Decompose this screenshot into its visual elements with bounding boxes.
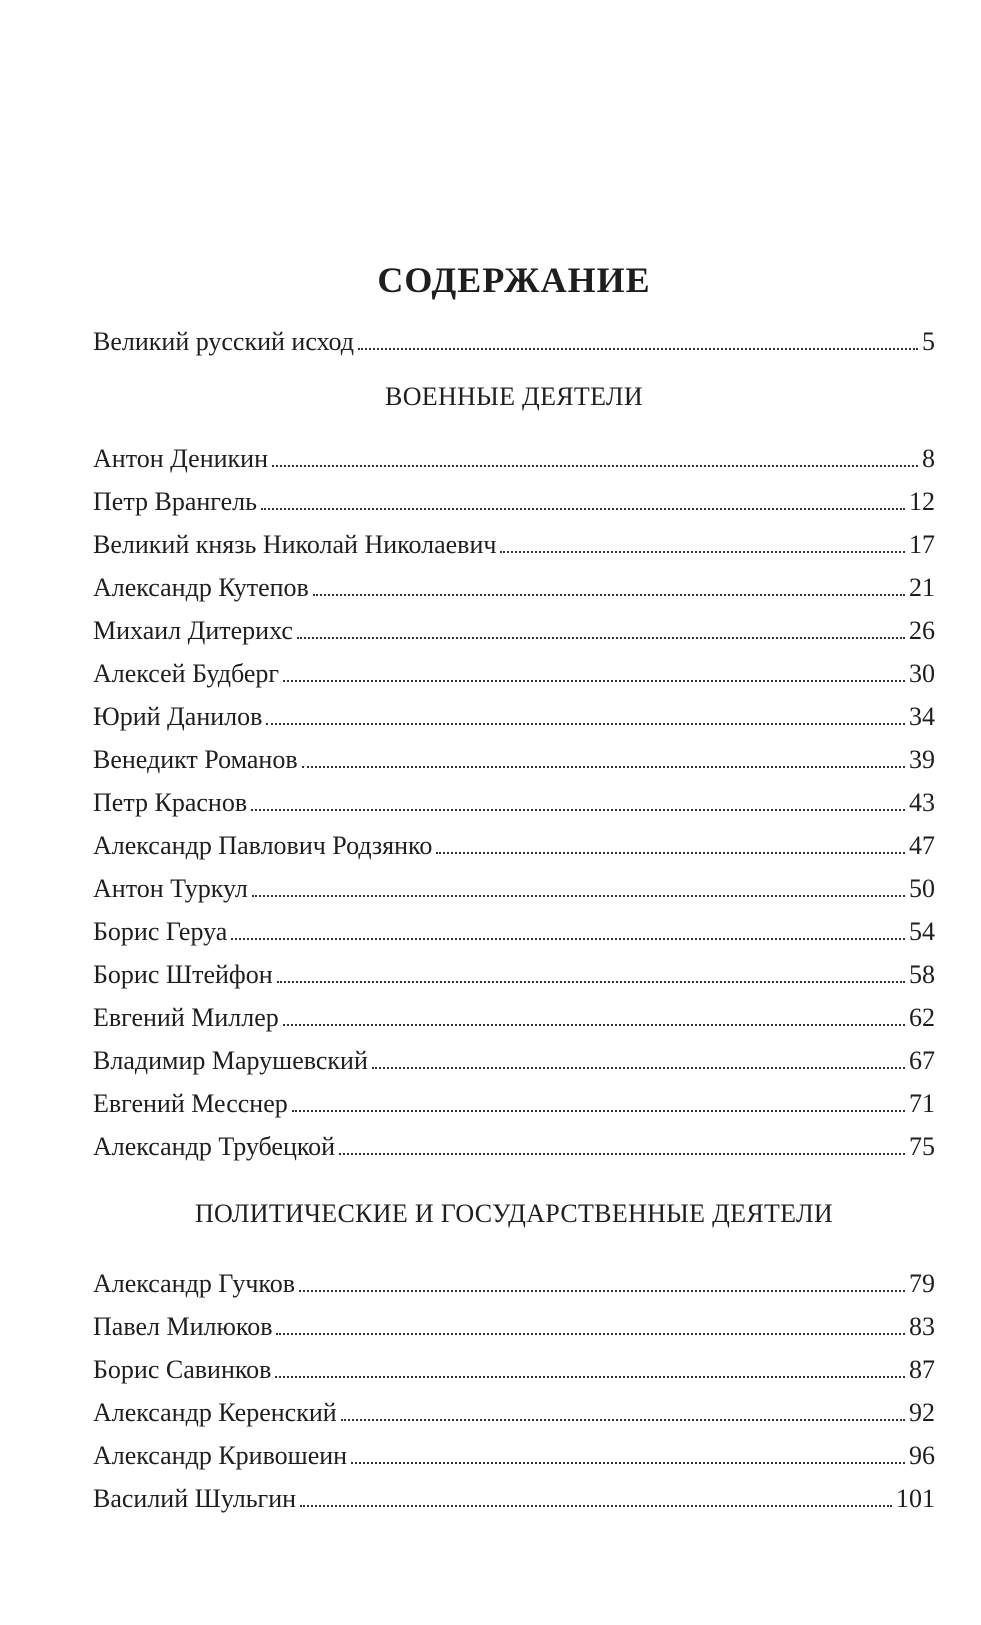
dot-leader (339, 1153, 905, 1155)
toc-entry (93, 738, 935, 781)
toc-entry-page: 79 (909, 1269, 935, 1298)
toc-entry-page: 8 (922, 444, 935, 473)
toc-entry-intro (93, 320, 935, 363)
dot-leader (277, 981, 905, 983)
toc-entry (93, 1348, 935, 1391)
dot-leader (302, 766, 905, 768)
dot-leader (261, 508, 905, 510)
toc-entry (93, 1262, 935, 1305)
toc-entry-label: Антон Деникин (93, 444, 269, 473)
toc-entry (93, 953, 935, 996)
toc-entry-label: Михаил Дитерихс (93, 616, 293, 645)
toc-entry-page: 21 (909, 573, 935, 602)
dot-leader (292, 1110, 905, 1112)
dot-leader (231, 938, 905, 940)
toc-entry-label: Великий князь Николай Николаевич (93, 530, 497, 559)
toc-entry-label: Евгений Месснер (93, 1089, 288, 1118)
toc-entry (93, 1477, 935, 1520)
toc-entry-page: 47 (909, 831, 935, 860)
section-heading-military: ВОЕННЫЕ ДЕЯТЕЛИ (385, 382, 643, 411)
dot-leader (276, 1333, 905, 1335)
toc-entry-page: 101 (896, 1484, 935, 1513)
toc-entry-label: Евгений Миллер (93, 1003, 279, 1032)
dot-leader (341, 1419, 905, 1421)
toc-entry (93, 437, 935, 480)
dot-leader (275, 1376, 905, 1378)
dot-leader (283, 680, 905, 682)
table-of-contents (93, 258, 935, 1520)
toc-entry-page: 92 (909, 1398, 935, 1427)
dot-leader (251, 809, 905, 811)
toc-entry (93, 1039, 935, 1082)
toc-entry (93, 609, 935, 652)
dot-leader (500, 551, 905, 553)
toc-entry-label: Петр Краснов (93, 788, 248, 817)
toc-entry (93, 824, 935, 867)
toc-entry-page: 96 (909, 1441, 935, 1470)
toc-entry (93, 652, 935, 695)
toc-entry-page: 12 (909, 487, 935, 516)
toc-entry (93, 1434, 935, 1477)
toc-entry (93, 566, 935, 609)
section-heading-political: ПОЛИТИЧЕСКИЕ И ГОСУДАРСТВЕННЫЕ ДЕЯТЕЛИ (194, 1199, 833, 1228)
toc-entry-label: Борис Геруа (93, 917, 228, 946)
toc-entry-label: Александр Гучков (93, 1269, 296, 1298)
toc-entry-label: Александр Трубецкой (93, 1132, 336, 1161)
toc-entry-page: 30 (909, 659, 935, 688)
toc-entry-page: 39 (909, 745, 935, 774)
toc-entry-page: 5 (922, 327, 935, 356)
toc-entry-label: Алексей Будберг (93, 659, 280, 688)
toc-entry-page: 43 (909, 788, 935, 817)
dot-leader (252, 895, 905, 897)
toc-entry-page: 58 (909, 960, 935, 989)
toc-entry-page: 87 (909, 1355, 935, 1384)
toc-entry (93, 781, 935, 824)
dot-leader (358, 348, 918, 350)
toc-entry-page: 83 (909, 1312, 935, 1341)
section-political-list (93, 1262, 935, 1520)
dot-leader (372, 1067, 905, 1069)
toc-entry-label: Великий русский исход (93, 327, 355, 356)
toc-entry-label: Борис Штейфон (93, 960, 273, 989)
toc-entry-label: Петр Врангель (93, 487, 257, 516)
toc-entry-label: Павел Милюков (93, 1312, 273, 1341)
toc-entry (93, 867, 935, 910)
toc-entry (93, 910, 935, 953)
toc-entry-page: 34 (909, 702, 935, 731)
toc-entry-page: 71 (909, 1089, 935, 1118)
toc-entry (93, 1305, 935, 1348)
dot-leader (300, 1505, 892, 1507)
toc-entry-page: 67 (909, 1046, 935, 1075)
dot-leader (299, 1290, 905, 1292)
toc-entry-page: 50 (909, 874, 935, 903)
dot-leader (313, 594, 905, 596)
toc-entry-label: Александр Керенский (93, 1398, 337, 1427)
dot-leader (436, 852, 905, 854)
dot-leader (272, 465, 918, 467)
toc-entry-label: Владимир Марушевский (93, 1046, 368, 1075)
toc-entry (93, 480, 935, 523)
page-title: СОДЕРЖАНИЕ (377, 260, 651, 300)
toc-entry-label: Юрий Данилов (93, 702, 263, 731)
toc-entry-page: 75 (909, 1132, 935, 1161)
toc-entry (93, 1125, 935, 1168)
toc-entry-label: Александр Кутепов (93, 573, 309, 602)
toc-entry-label: Борис Савинков (93, 1355, 272, 1384)
dot-leader (351, 1462, 905, 1464)
toc-entry-label: Антон Туркул (93, 874, 248, 903)
toc-entry (93, 996, 935, 1039)
toc-entry (93, 523, 935, 566)
dot-leader (297, 637, 905, 639)
dot-leader (283, 1024, 905, 1026)
toc-entry (93, 1082, 935, 1125)
toc-entry-page: 17 (909, 530, 935, 559)
dot-leader (266, 723, 905, 725)
toc-entry-label: Александр Павлович Родзянко (93, 831, 433, 860)
toc-entry-page: 62 (909, 1003, 935, 1032)
section-military-list (93, 437, 935, 1168)
toc-entry-page: 26 (909, 616, 935, 645)
toc-entry-label: Венедикт Романов (93, 745, 298, 774)
toc-entry-page: 54 (909, 917, 935, 946)
toc-entry-label: Александр Кривошеин (93, 1441, 348, 1470)
toc-entry-label: Василий Шульгин (93, 1484, 297, 1513)
toc-entry (93, 1391, 935, 1434)
toc-entry (93, 695, 935, 738)
